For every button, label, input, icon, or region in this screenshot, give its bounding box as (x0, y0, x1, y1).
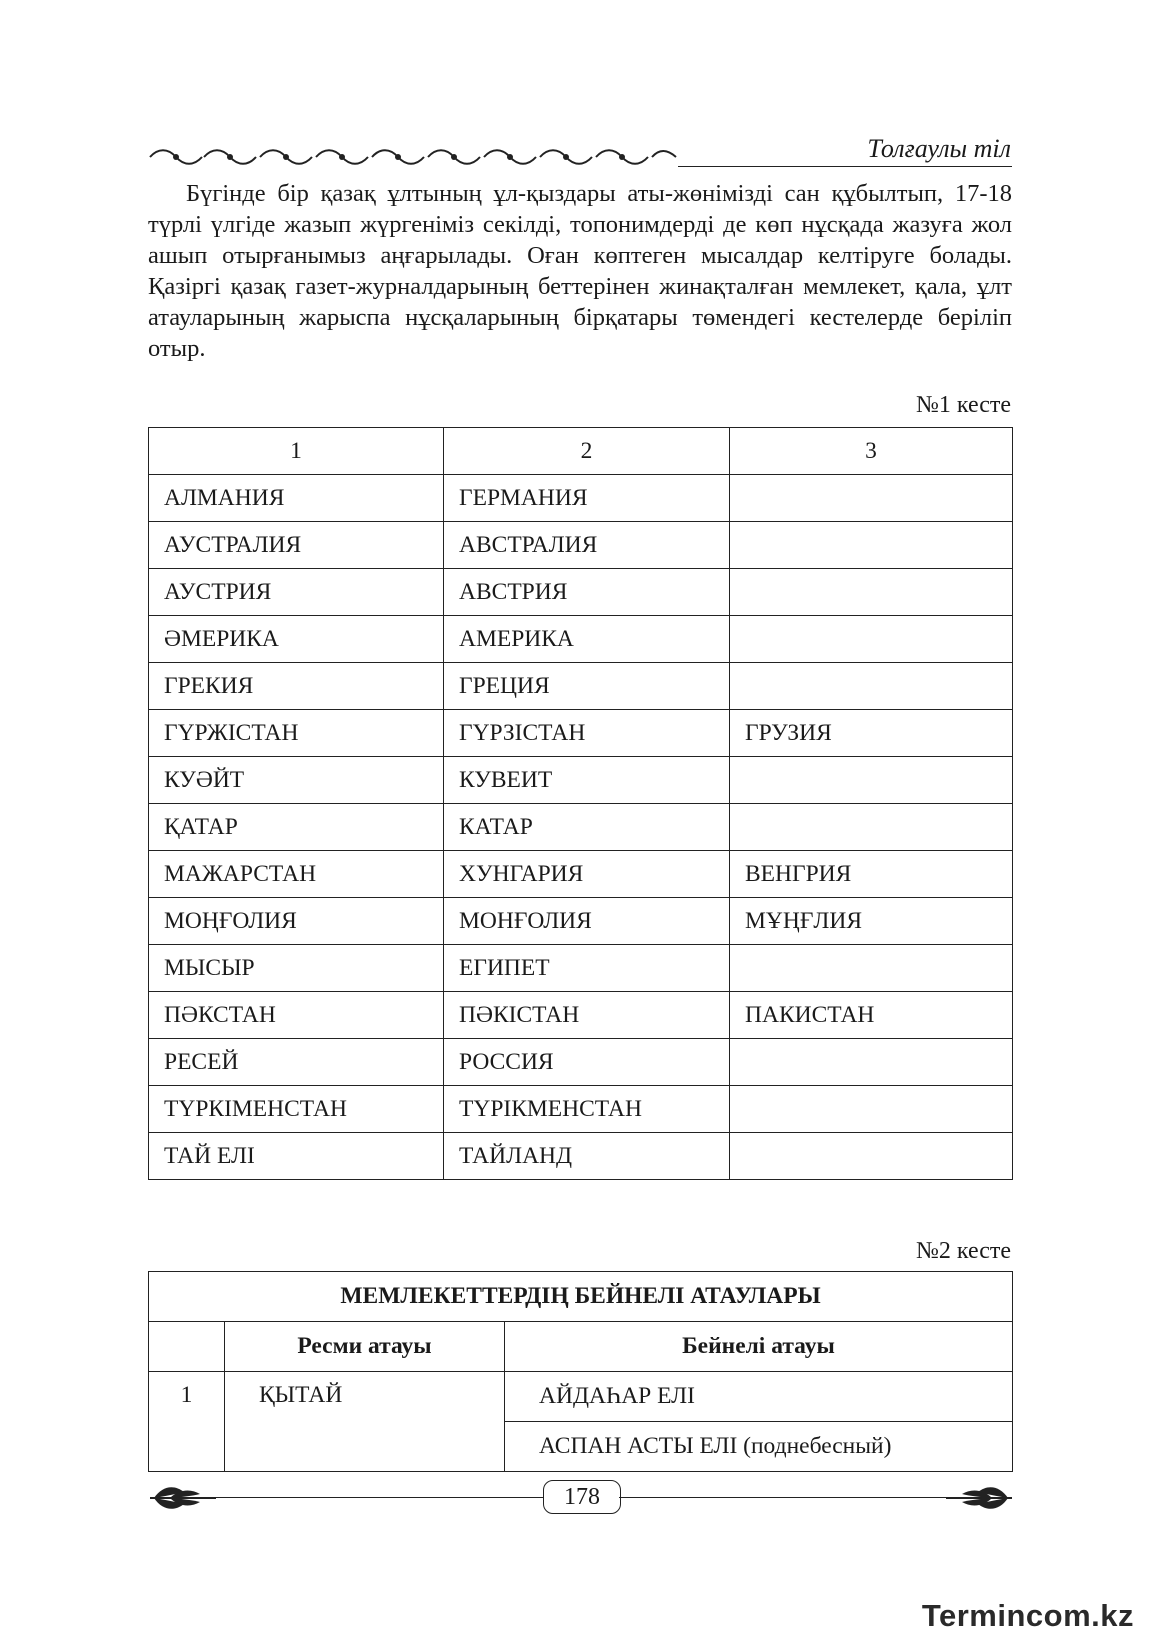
table1-cell: МАЖАРСТАН (149, 851, 444, 898)
table1-cell: АВСТРИЯ (444, 569, 730, 616)
table2-entry-number: 1 (149, 1372, 225, 1472)
page-number: 178 (543, 1480, 621, 1514)
table2-header-row (149, 1322, 1013, 1372)
table2-title: МЕМЛЕКЕТТЕРДІҢ БЕЙНЕЛІ АТАУЛАРЫ (149, 1272, 1013, 1322)
table1-cell: ХУНГАРИЯ (444, 851, 730, 898)
table1-cell: ПӘКСТАН (149, 992, 444, 1039)
table1-cell (730, 804, 1013, 851)
table1-caption: №1 кесте (915, 392, 1011, 418)
table1-cell (730, 757, 1013, 804)
table1-cell: АУСТРИЯ (149, 569, 444, 616)
table2-title-row (149, 1272, 1013, 1322)
table-row (149, 710, 1013, 757)
table2-figurative-header: Бейнелі атауы (505, 1322, 1013, 1372)
table1-cell: МҰҢҒЛИЯ (730, 898, 1013, 945)
table1-cell: АЛМАНИЯ (149, 475, 444, 522)
table1-cell: АУСТРАЛИЯ (149, 522, 444, 569)
table1-cell (730, 945, 1013, 992)
table1-header-cell: 3 (730, 428, 1013, 475)
table1-cell: ТАЙЛАНД (444, 1133, 730, 1180)
footer-rule-left (214, 1497, 543, 1498)
table-row (149, 522, 1013, 569)
table2 (148, 1271, 1013, 1472)
table1-cell: ТАЙ ЕЛІ (149, 1133, 444, 1180)
table1-cell: ГЕРМАНИЯ (444, 475, 730, 522)
table1-cell: МОҢҒОЛИЯ (149, 898, 444, 945)
table-row (149, 851, 1013, 898)
table2-number-header (149, 1322, 225, 1372)
leaf-ornament-icon (944, 1482, 1014, 1514)
table-row (149, 945, 1013, 992)
header-ornament (148, 142, 678, 172)
footer-rule-right (619, 1497, 948, 1498)
table2-entry-figurative: АЙДАҺАР ЕЛІ (505, 1372, 1013, 1422)
table1-cell (730, 475, 1013, 522)
table1-cell: ГҮРЗІСТАН (444, 710, 730, 757)
table2-entry-figurative: АСПАН АСТЫ ЕЛІ (поднебесный) (505, 1422, 1013, 1472)
table-row (149, 804, 1013, 851)
page-footer (148, 1480, 1014, 1516)
leaf-ornament-icon (148, 1482, 218, 1514)
table1-cell: ГРЕКИЯ (149, 663, 444, 710)
table1-cell: РОССИЯ (444, 1039, 730, 1086)
table-row (149, 1133, 1013, 1180)
table-row (149, 1039, 1013, 1086)
table1-cell: ТҮРІКМЕНСТАН (444, 1086, 730, 1133)
table1-cell: ӘМЕРИКА (149, 616, 444, 663)
header-rule (678, 166, 1012, 167)
body-paragraph: Бүгінде бір қазақ ұлтының ұл-қыздары аты-жөнімізді сан құбылтып, 17-18 түрлі үлгіде жазып жүргеніміз секілді, топонимдерді де көп нұсқада жазуға жол ашып отырғанымыз аңғарылады. Оған көптеген мысалдар келтіруге болады. Қазіргі қазақ газет-журналдарының беттерінен жинақталған мемлекет, қала, ұлт атауларының жарыспа нұсқаларының бірқатары төмендегі кестелерде беріліп отыр. (148, 180, 1012, 362)
table1-cell: ГРЕЦИЯ (444, 663, 730, 710)
table1-cell: МЫСЫР (149, 945, 444, 992)
table1 (148, 427, 1013, 1180)
table-row (149, 663, 1013, 710)
table1-cell (730, 1039, 1013, 1086)
table-row (149, 1086, 1013, 1133)
table-row (149, 898, 1013, 945)
table1-cell: ҚАТАР (149, 804, 444, 851)
table1-cell: АМЕРИКА (444, 616, 730, 663)
table2-entry-official: ҚЫТАЙ (225, 1372, 505, 1472)
table-row (149, 569, 1013, 616)
table1-cell (730, 663, 1013, 710)
table1-cell (730, 616, 1013, 663)
table1-cell: АВСТРАЛИЯ (444, 522, 730, 569)
table1-cell: ТҮРКІМЕНСТАН (149, 1086, 444, 1133)
table-row (149, 1372, 1013, 1422)
table1-cell (730, 1086, 1013, 1133)
table1-cell (730, 569, 1013, 616)
table-row (149, 616, 1013, 663)
table-row (149, 992, 1013, 1039)
table1-cell: КУӘЙТ (149, 757, 444, 804)
table2-official-header: Ресми атауы (225, 1322, 505, 1372)
table1-cell: КАТАР (444, 804, 730, 851)
table1-cell: ГРУЗИЯ (730, 710, 1013, 757)
table1-header-row (149, 428, 1013, 475)
table1-header-cell: 2 (444, 428, 730, 475)
table1-cell: МОНҒОЛИЯ (444, 898, 730, 945)
watermark-logo: Termincom.kz (921, 1598, 1134, 1633)
table1-cell: ПӘКІСТАН (444, 992, 730, 1039)
running-title: Толғаулы тіл (867, 134, 1011, 163)
table1-cell: ГҮРЖІСТАН (149, 710, 444, 757)
table1-cell: ПАКИСТАН (730, 992, 1013, 1039)
table1-cell: ВЕНГРИЯ (730, 851, 1013, 898)
table1-cell: ЕГИПЕТ (444, 945, 730, 992)
table-row (149, 475, 1013, 522)
table2-caption: №2 кесте (915, 1238, 1011, 1264)
table1-cell (730, 1133, 1013, 1180)
table1-cell: РЕСЕЙ (149, 1039, 444, 1086)
table1-cell (730, 522, 1013, 569)
table1-cell: КУВЕИТ (444, 757, 730, 804)
table1-body (149, 475, 1013, 1180)
table-row (149, 757, 1013, 804)
table1-header-cell: 1 (149, 428, 444, 475)
